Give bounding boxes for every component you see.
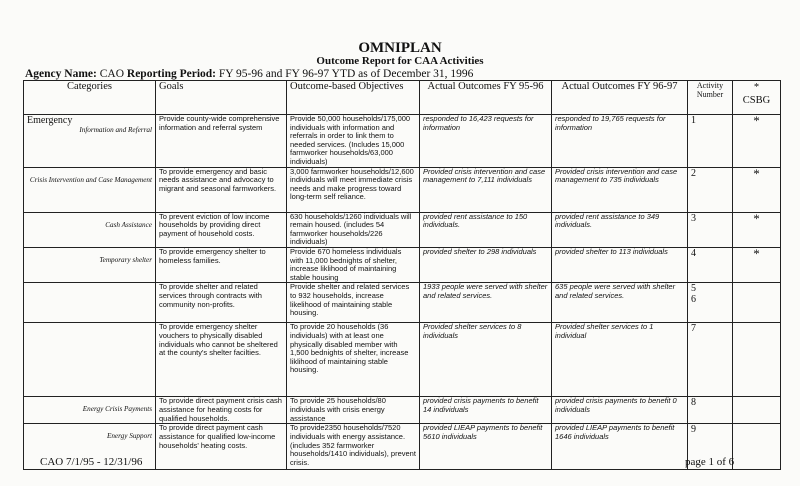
category-label: Energy Support [106,432,152,441]
objective-cell: To provide2350 households/7520 individuals with energy assistance. (includes 352 farmworker households/1410 individuals), prevent crisis. [287,424,420,470]
goal-cell: To prevent eviction of low income households by providing direct payment of household costs. [156,212,287,247]
objective-cell: To provide 25 households/80 individuals with crisis energy assistance [287,397,420,424]
objective-cell: Provide shelter and related services to 932 households, increase likelihood of maintaining stable housing. [287,283,420,323]
period-label: Reporting Period: [126,68,216,80]
fy9697-cell: 635 people were served with shelter and related services. [552,283,688,323]
category-cell [24,115,156,168]
footer-date-range: CAO 7/1/95 - 12/31/96 [40,456,143,468]
period-value: FY 95-96 and FY 96-97 YTD as of December 31, 1996 [218,68,474,80]
csbg-cell: * [733,212,781,247]
goal-cell: To provide direct payment crisis cash assistance for heating costs for qualified households. [156,397,287,424]
table-row [24,397,781,424]
report-subtitle: Outcome Report for CAA Activities [316,55,484,67]
agency-value: CAO [99,68,125,80]
activity-cell: 8 [688,397,733,424]
table-row [24,115,781,168]
header-row [24,81,781,115]
table-row [24,247,781,282]
table-row [24,323,781,397]
fy9596-cell: responded to 16,423 requests for information [420,115,552,168]
csbg-cell [733,323,781,397]
activity-cell: 5 6 [688,283,733,323]
activity-cell: 3 [688,212,733,247]
fy9596-cell: provided LIEAP payments to benefit 5610 individuals [420,424,552,470]
objective-cell: 630 households/1260 individuals will remain housed. (includes 54 farmworker households/226 individuals) [287,212,420,247]
fy9697-cell: provided crisis payments to benefit 0 individuals [552,397,688,424]
header-outcome: Outcome-based Objectives [287,81,420,115]
header-activity: Activity Number [688,81,733,115]
category-cell [24,323,156,397]
category-label: Crisis Intervention and Case Management [29,175,152,184]
outcome-table [23,80,781,470]
header-csbg [733,81,781,115]
table-row [24,212,781,247]
fy9697-cell: responded to 19,765 requests for information [552,115,688,168]
fy9697-cell: Provided crisis intervention and case management to 735 individuals [552,167,688,212]
activity-cell: 4 [688,247,733,282]
category-main: Emergency [27,115,73,126]
category-label: Energy Crisis Payments [82,405,152,414]
fy9596-cell: provided rent assistance to 150 individuals. [420,212,552,247]
goal-cell: To provide shelter and related services through contracts with community non-profits. [156,283,287,323]
category-cell [24,247,156,282]
category-cell [24,212,156,247]
fy9697-cell: Provided shelter services to 1 individual [552,323,688,397]
fy9596-cell: Provided crisis intervention and case management to 7,111 individuals [420,167,552,212]
agency-line [25,68,473,80]
csbg-cell [733,397,781,424]
header-categories: Categories [24,81,156,115]
objective-cell: Provide 50,000 households/175,000 individuals with information and referrals in order to link them to needed services. (Includes 15,000 farmworker households/63,000 individuals) [287,115,420,168]
csbg-cell: * [733,247,781,282]
category-cell [24,167,156,212]
activity-cell: 1 [688,115,733,168]
objective-cell: 3,000 farmworker households/12,600 individuals will meet immediate crisis needs and make progress toward long-term self reliance. [287,167,420,212]
fy9697-cell: provided LIEAP payments to benefit 1646 individuals [552,424,688,470]
header-fy9697: Actual Outcomes FY 96-97 [552,81,688,115]
goal-cell: To provide direct payment cash assistance for qualified low-income households' heating costs. [156,424,287,470]
category-label: Information and Referral [79,126,152,134]
csbg-label: CSBG [742,95,771,106]
goal-cell: To provide emergency shelter to homeless families. [156,247,287,282]
csbg-cell [733,424,781,470]
category-label: Temporary shelter [99,255,152,264]
activity-cell: 2 [688,167,733,212]
fy9596-cell: Provided shelter services to 8 individuals [420,323,552,397]
agency-label: Agency Name: [25,68,97,80]
footer-page-number: page 1 of 6 [685,456,735,468]
fy9697-cell: provided shelter to 113 individuals [552,247,688,282]
category-label: Cash Assistance [105,220,152,229]
csbg-cell: * [733,167,781,212]
csbg-cell: * [733,115,781,168]
fy9596-cell: 1933 people were served with shelter and related services. [420,283,552,323]
objective-cell: Provide 670 homeless individuals with 11,000 bednights of shelter, increase liklihood of maintaining stable housing [287,247,420,282]
activity-cell: 7 [688,323,733,397]
goal-cell: To provide emergency shelter vouchers to physically disabled individuals who cannot be sheltered at the county's shelter facilties. [156,323,287,397]
table-row [24,167,781,212]
objective-cell: To provide 20 households (36 individuals) with at least one physically disabled member with 1,500 bednights of shelter, increase liklihood of maintaining stable housing. [287,323,420,397]
fy9596-cell: provided crisis payments to benefit 14 individuals [420,397,552,424]
csbg-cell [733,283,781,323]
category-cell [24,283,156,323]
csbg-star: * [753,82,760,93]
goal-cell: To provide emergency and basic needs assistance and advocacy to migrant and seasonal farmworkers. [156,167,287,212]
activity-cell: 9 [688,424,733,470]
report-title: OMNIPLAN [358,40,442,56]
fy9596-cell: provided shelter to 298 individuals [420,247,552,282]
category-cell [24,397,156,424]
header-fy9596: Actual Outcomes FY 95-96 [420,81,552,115]
goal-cell: Provide county-wide comprehensive information and referral system [156,115,287,168]
table-row [24,283,781,323]
header-goals: Goals [156,81,287,115]
fy9697-cell: provided rent assistance to 349 individuals. [552,212,688,247]
